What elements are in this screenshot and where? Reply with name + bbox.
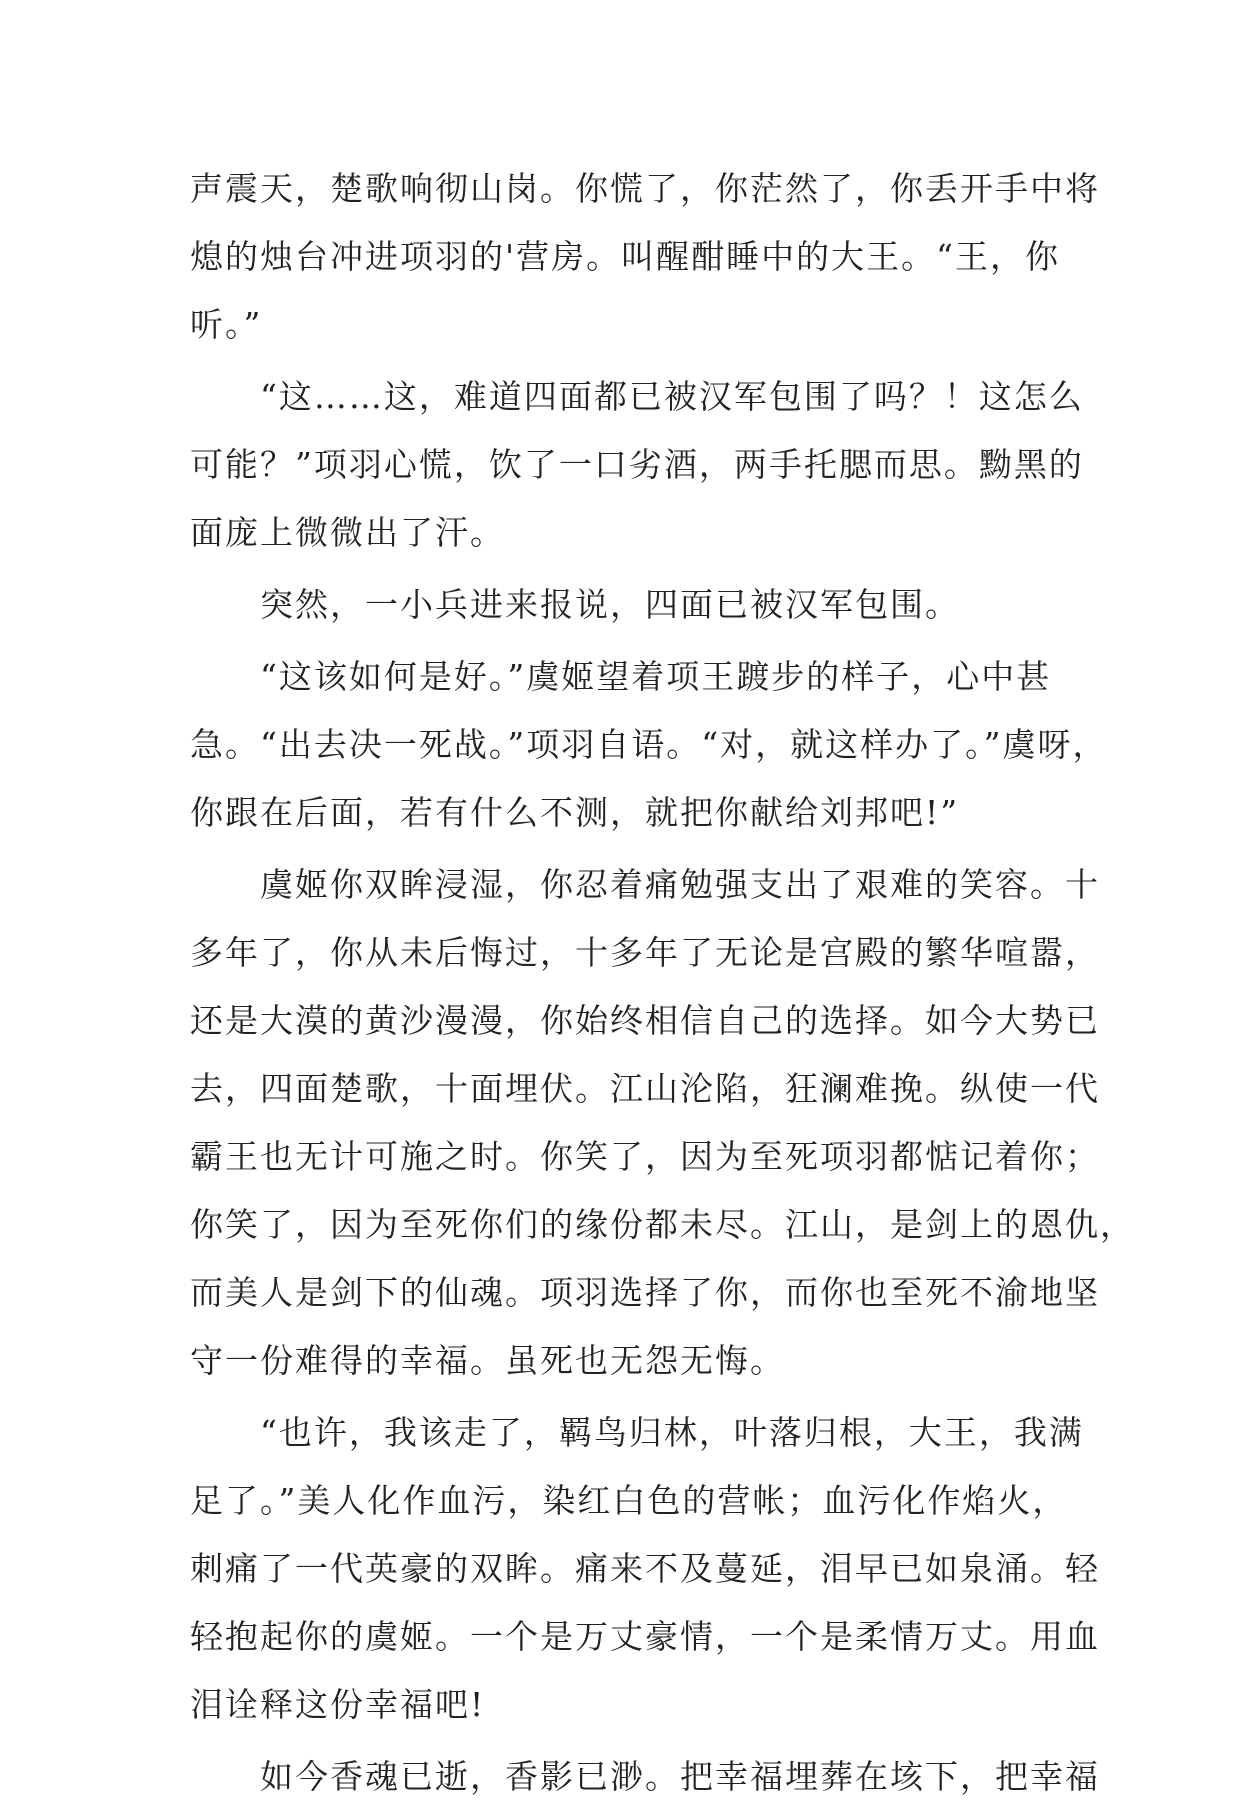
text-line: 面庞上微微出了汗。 bbox=[190, 513, 505, 552]
text-line: 轻抱起你的虞姬。一个是万丈豪情，一个是柔情万丈。用血 bbox=[190, 1617, 1100, 1656]
text-line: 声震天，楚歌响彻山岗。你慌了，你茫然了，你丢开手中将 bbox=[190, 169, 1100, 208]
text-line: 多年了，你从未后悔过，十多年了无论是宫殿的繁华喧嚣， bbox=[190, 933, 1100, 972]
text-line: 听。” bbox=[190, 305, 263, 344]
text-line: 急。“出去决一死战。”项羽自语。“对，就这样办了。”虞呀， bbox=[190, 725, 1108, 764]
text-line: 如今香魂已逝，香影已渺。把幸福埋葬在垓下，把幸福 bbox=[190, 1757, 1100, 1796]
text-line: 泪诠释这份幸福吧! bbox=[190, 1685, 486, 1724]
text-line: “也许，我该走了，羁鸟归林，叶落归根，大王，我满 bbox=[190, 1413, 1084, 1452]
text-line: 去，四面楚歌，十面埋伏。江山沦陷，狂澜难挽。纵使一代 bbox=[190, 1069, 1100, 1108]
text-line: 守一份难得的幸福。虽死也无怨无悔。 bbox=[190, 1341, 785, 1380]
text-line: 你笑了，因为至死你们的缘份都未尽。江山，是剑上的恩仇， bbox=[190, 1205, 1135, 1244]
text-line: 可能？”项羽心慌，饮了一口劣酒，两手托腮而思。黝黑的 bbox=[190, 445, 1084, 484]
text-line: “这……这，难道四面都已被汉军包围了吗？！这怎么 bbox=[190, 377, 1084, 416]
text-line: 你跟在后面，若有什么不测，就把你献给刘邦吧!” bbox=[190, 793, 960, 832]
text-line: 而美人是剑下的仙魂。项羽选择了你，而你也至死不渝地坚 bbox=[190, 1273, 1100, 1312]
text-line: 足了。”美人化作血污，染红白色的营帐；血污化作焰火， bbox=[190, 1481, 1068, 1520]
text-line: 虞姬你双眸浸湿，你忍着痛勉强支出了艰难的笑容。十 bbox=[190, 865, 1100, 904]
text-line: “这该如何是好。”虞姬望着项王踱步的样子，心中甚 bbox=[190, 657, 1052, 696]
text-line: 霸王也无计可施之时。你笑了，因为至死项羽都惦记着你； bbox=[190, 1137, 1100, 1176]
text-line: 刺痛了一代英豪的双眸。痛来不及蔓延，泪早已如泉涌。轻 bbox=[190, 1549, 1100, 1588]
text-line: 熄的烛台冲进项羽的'营房。叫醒酣睡中的大王。“王，你 bbox=[190, 237, 1060, 276]
text-line: 还是大漠的黄沙漫漫，你始终相信自己的选择。如今大势已 bbox=[190, 1001, 1100, 1040]
text-line: 突然，一小兵进来报说，四面已被汉军包围。 bbox=[190, 585, 960, 624]
article-body bbox=[190, 155, 1135, 1811]
